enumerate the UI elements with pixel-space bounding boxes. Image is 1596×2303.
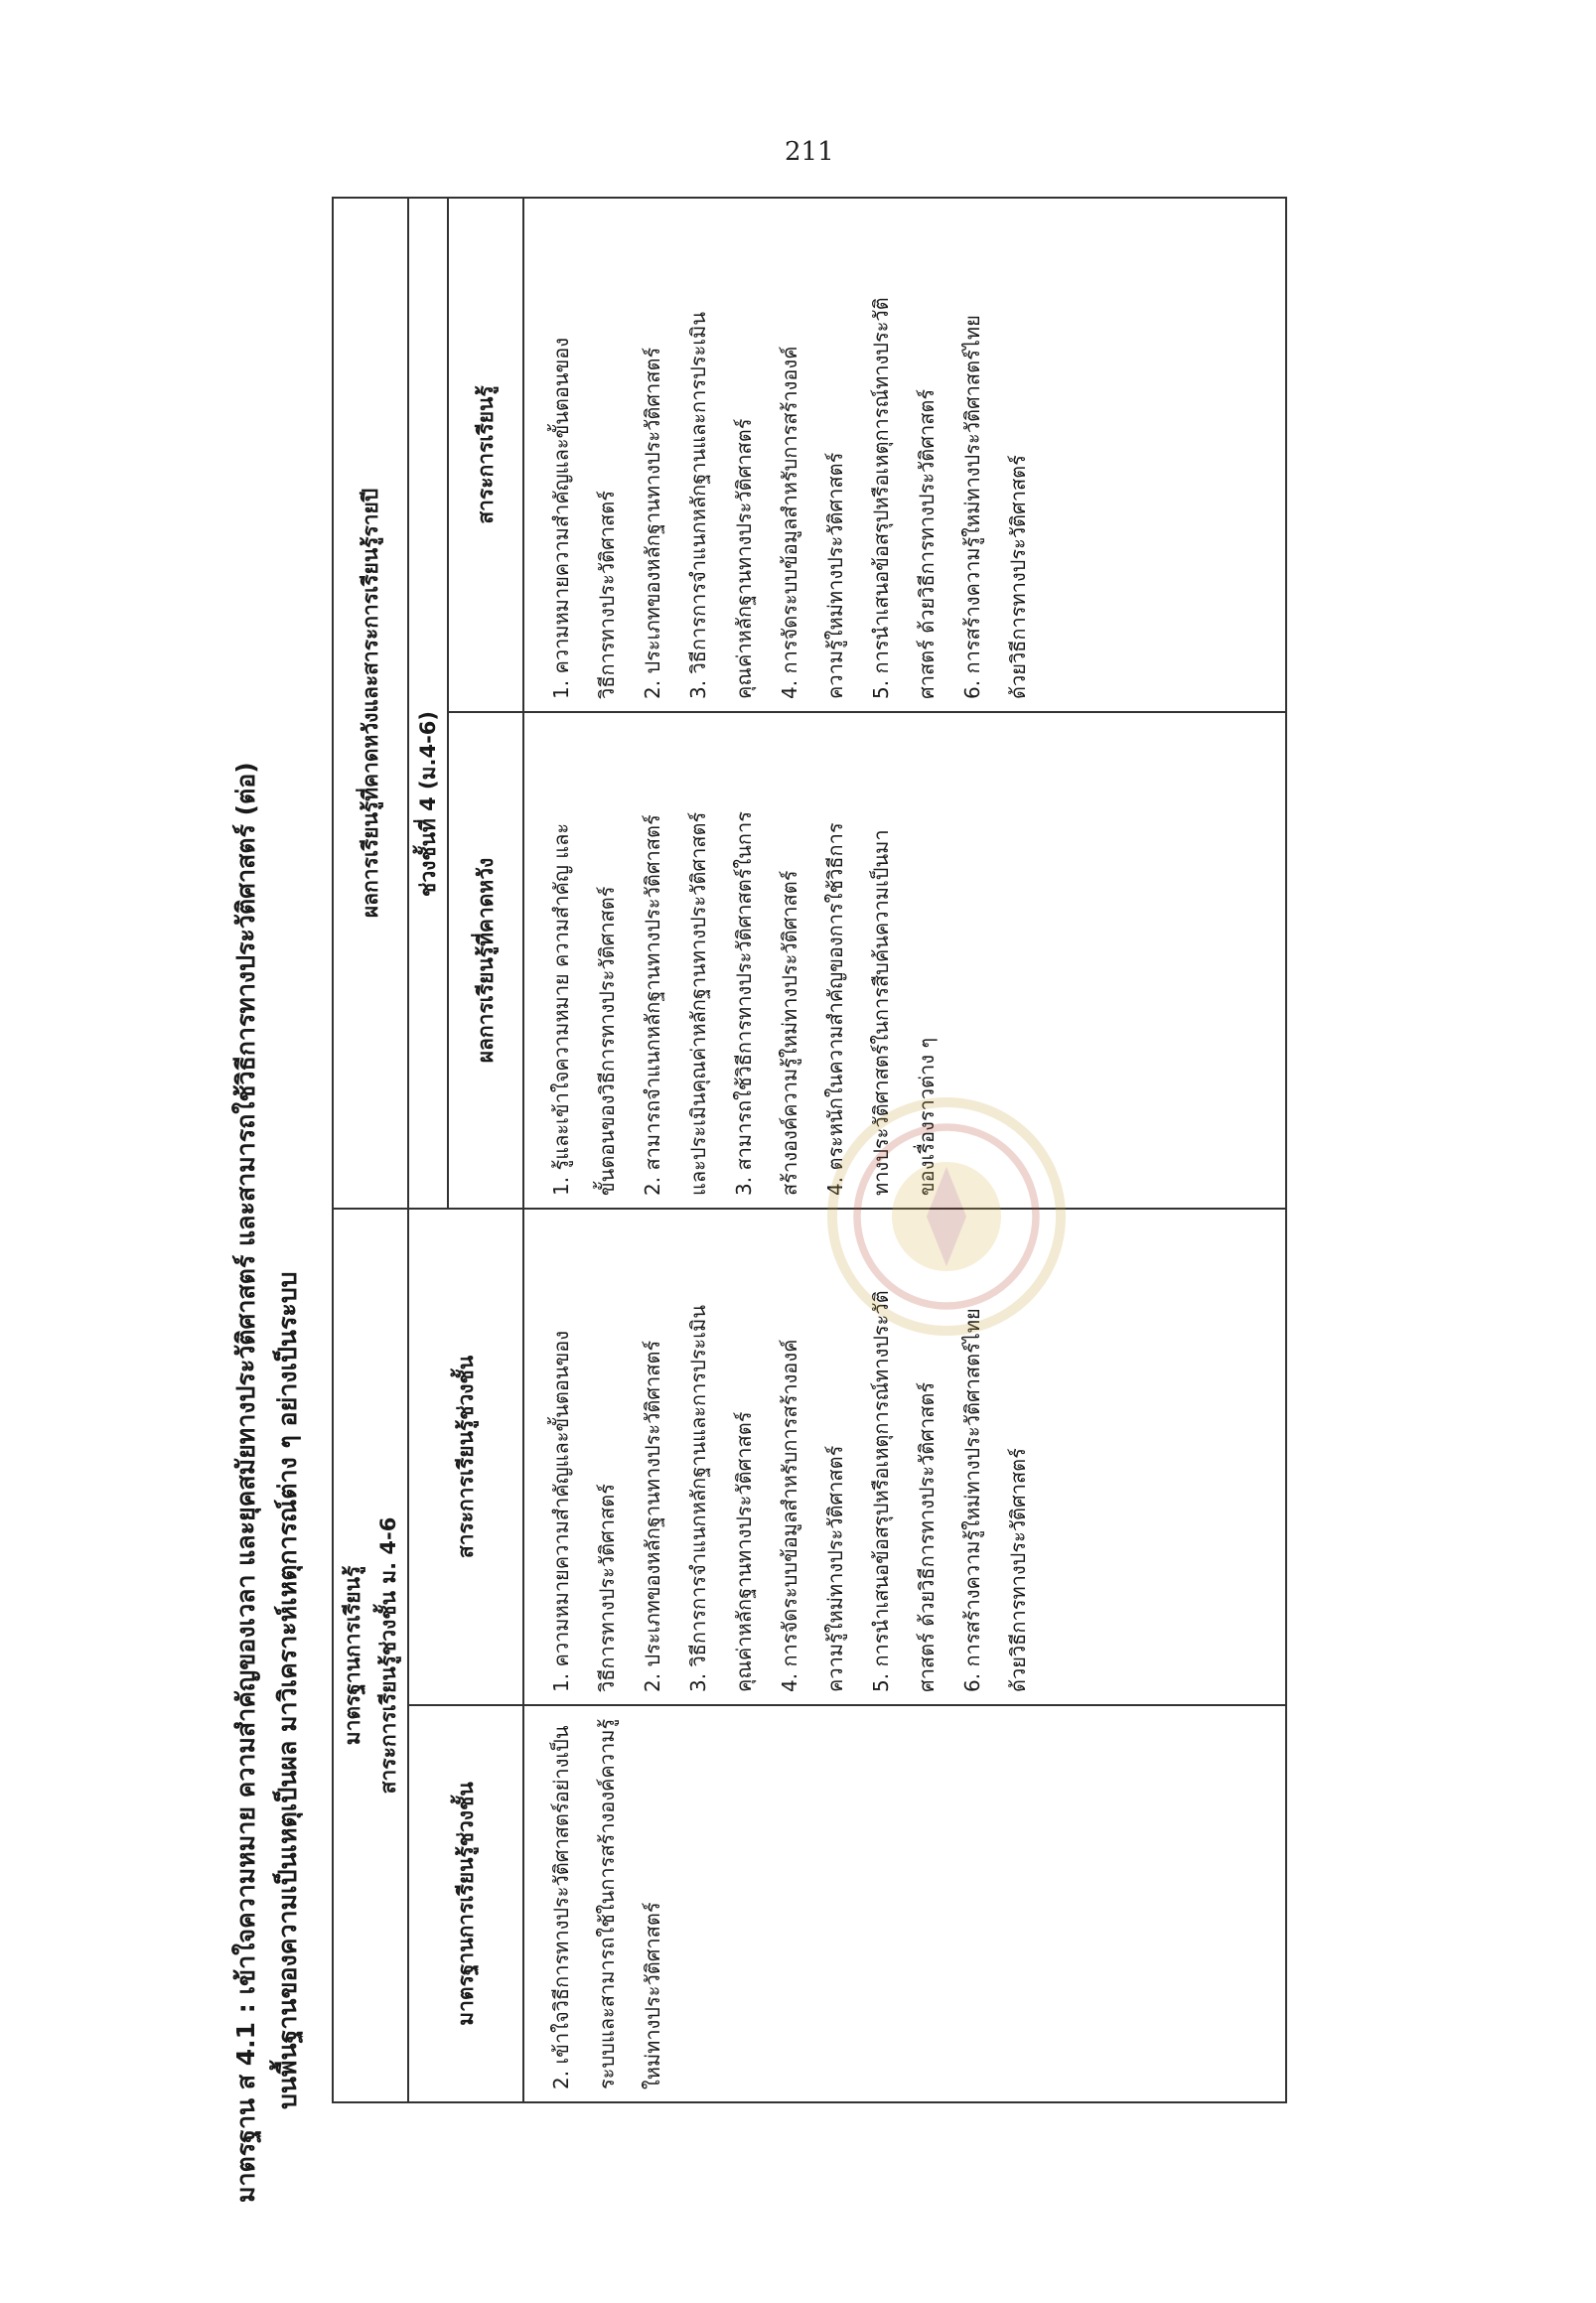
text-line: คุณค่าหลักฐานทางประวัติศาสตร์ [732,418,756,699]
header-col-content-year: สาระการเรียนรู้ [448,198,523,712]
text-line: 4. การจัดระบบข้อมูลสำหรับการสร้างองค์ [778,346,801,699]
text-line: ของเรื่องราวต่าง ๆ [915,1037,939,1196]
text-line: ศาสตร์ ด้วยวิธีการทางประวัติศาสตร์ [915,1381,939,1692]
header-standards-line1: มาตรฐานการเรียนรู้ [341,1565,364,1746]
header-col-outcomes: ผลการเรียนรู้ที่คาดหวัง [448,712,523,1209]
text-line: และประเมินคุณค่าหลักฐานทางประวัติศาสตร์ [686,811,710,1196]
cell-outcomes [523,712,1286,1209]
cell-content-year [523,198,1286,712]
text-line: 2. เข้าใจวิธีการทางประวัติศาสตร์อย่างเป็น [549,1725,573,2089]
text-line: 2. ประเภทของหลักฐานทางประวัติศาสตร์ [641,347,664,699]
standard-subtitle: บนพื้นฐานของความเป็นเหตุเป็นผล มาวิเคราะห์เหตุการณ์ต่าง ๆ อย่างเป็นระบบ [273,1271,302,2109]
text-line: 4. การจัดระบบข้อมูลสำหรับการสร้างองค์ [778,1339,801,1692]
header-group-standards [333,1209,408,2102]
header-standards-line2: สาระการเรียนรู้ช่วงชั้น ม. 4-6 [376,1516,400,1795]
text-line: 6. การสร้างความรู้ใหม่ทางประวัติศาสตร์ไทย [960,315,984,699]
header-stage [408,198,448,1209]
text-line: ด้วยวิธีการทางประวัติศาสตร์ [1006,1448,1030,1692]
text-line: 3. สามารถใช้วิธีการทางประวัติศาสตร์ในการ [732,811,756,1196]
cell-standard [523,1705,1286,2102]
text-line: 5. การนำเสนอข้อสรุปหรือเหตุการณ์ทางประวัติ [869,1290,893,1692]
text-line: 2. ประเภทของหลักฐานทางประวัติศาสตร์ [641,1340,664,1692]
text-line: สร้างองค์ความรู้ใหม่ทางประวัติศาสตร์ [778,870,801,1196]
text-line: 1. รู้และเข้าใจความหมาย ความสำคัญ และ [549,822,573,1196]
text-line: ขั้นตอนของวิธีการทางประวัติศาสตร์ [595,886,619,1196]
text-line: ความรู้ใหม่ทางประวัติศาสตร์ [823,452,847,699]
header-group-outcomes: ผลการเรียนรู้ที่คาดหวังและสาระการเรียนรู้รายปี [333,198,408,1209]
text-line: 4. ตระหนักในความสำคัญของการใช้วิธีการ [823,822,847,1196]
standards-table [332,197,1287,2103]
text-line: 1. ความหมายความสำคัญและขั้นตอนของ [549,337,573,699]
rotated-page-content [209,199,1287,2203]
text-line: วิธีการทางประวัติศาสตร์ [595,491,619,699]
text-line: ระบบและสามารถใช้ในการสร้างองค์ความรู้ [595,1718,619,2089]
text-line: ทางประวัติศาสตร์ในการสืบค้นความเป็นมา [869,829,893,1196]
stage-label: ช่วงชั้นที่ 4 (ม.4-6) [416,710,440,897]
text-line: ความรู้ใหม่ทางประวัติศาสตร์ [823,1445,847,1692]
text-line: ใหม่ทางประวัติศาสตร์ [641,1902,664,2089]
text-line: คุณค่าหลักฐานทางประวัติศาสตร์ [732,1411,756,1692]
header-col-standard: มาตรฐานการเรียนรู้ช่วงชั้น [408,1705,523,2102]
text-line: 1. ความหมายความสำคัญและขั้นตอนของ [549,1330,573,1692]
text-line: ด้วยวิธีการทางประวัติศาสตร์ [1006,455,1030,699]
text-line: ศาสตร์ ด้วยวิธีการทางประวัติศาสตร์ [915,388,939,699]
text-line: 6. การสร้างความรู้ใหม่ทางประวัติศาสตร์ไทย [960,1308,984,1692]
text-line: 3. วิธีการการจำแนกหลักฐานและการประเมิน [686,311,710,699]
text-line: 5. การนำเสนอข้อสรุปหรือเหตุการณ์ทางประวัติ [869,297,893,699]
standard-title: มาตรฐาน ส 4.1 : เข้าใจความหมาย ความสำคัญของเวลา และยุคสมัยทางประวัติศาสตร์ และสามารถใช้วิธีการทางประวัติศาสตร์ (ต่อ) [231,762,260,2203]
page-number: 211 [785,137,834,167]
text-line: 3. วิธีการการจำแนกหลักฐานและการประเมิน [686,1305,710,1692]
cell-content-stage [523,1209,1286,1705]
text-line: 2. สามารถจำแนกหลักฐานทางประวัติศาสตร์ [641,814,664,1196]
text-line: วิธีการทางประวัติศาสตร์ [595,1484,619,1692]
header-col-content-stage: สาระการเรียนรู้ช่วงชั้น [408,1209,523,1705]
